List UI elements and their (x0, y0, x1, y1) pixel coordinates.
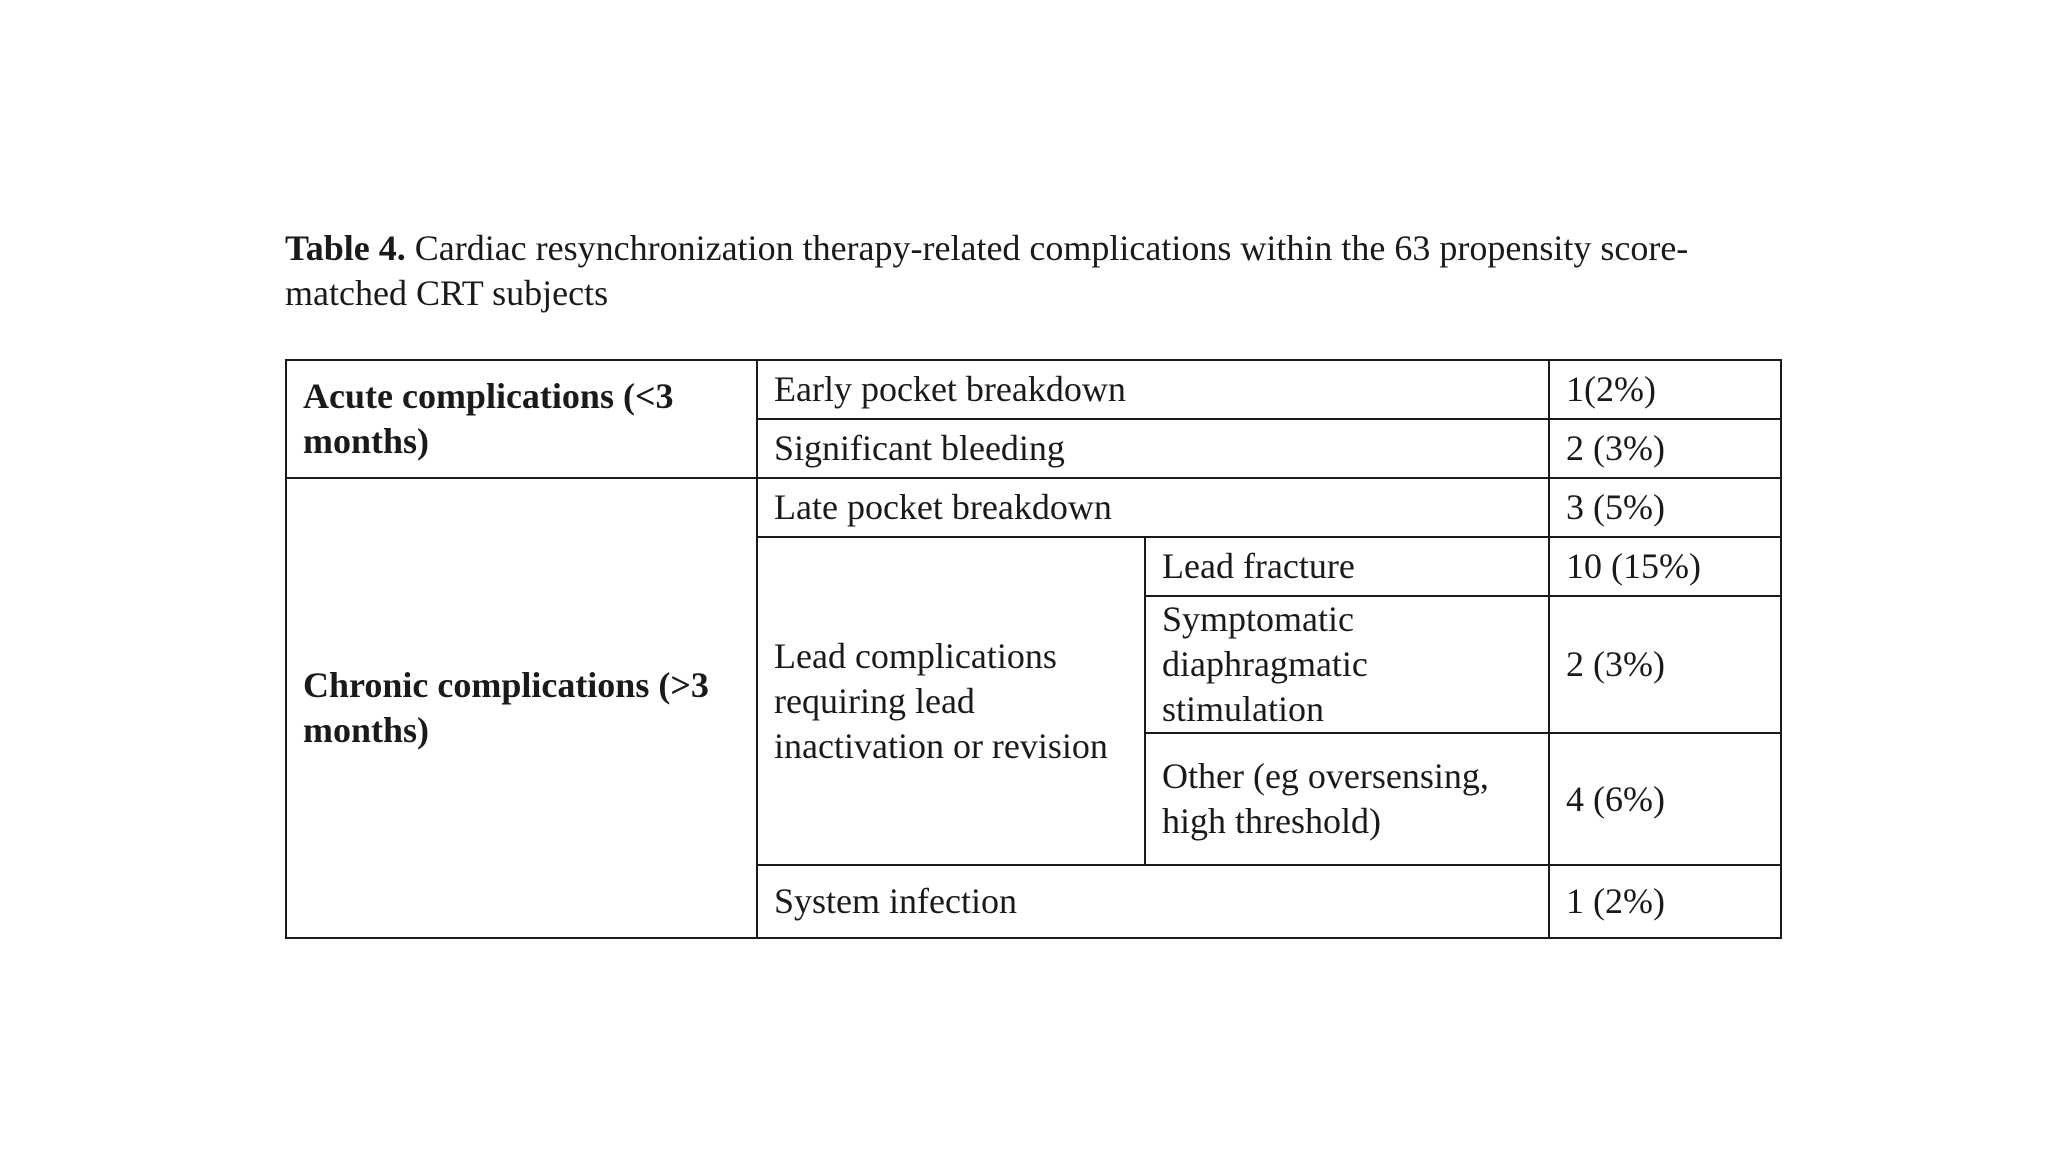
early-pocket-label: Early pocket breakdown (757, 360, 1549, 419)
complications-table (285, 359, 1782, 939)
table-caption-text: Cardiac resynchronization therapy-related complications within the 63 propensity score-matched CRT subjects (285, 228, 1689, 313)
table-row (286, 360, 1781, 419)
table-caption-label: Table 4. (285, 228, 406, 268)
acute-category-cell: Acute complications (<3 months) (286, 360, 757, 478)
infection-value: 1 (2%) (1549, 865, 1781, 938)
other-lead-value: 4 (6%) (1549, 733, 1781, 865)
bleeding-value: 2 (3%) (1549, 419, 1781, 478)
early-pocket-value: 1(2%) (1549, 360, 1781, 419)
lead-fracture-value: 10 (15%) (1549, 537, 1781, 596)
table-caption (285, 226, 1785, 316)
infection-label: System infection (757, 865, 1549, 938)
table-row (286, 478, 1781, 537)
late-pocket-label: Late pocket breakdown (757, 478, 1549, 537)
diaphragmatic-value: 2 (3%) (1549, 596, 1781, 733)
other-lead-label: Other (eg oversensing, high threshold) (1145, 733, 1549, 865)
lead-fracture-label: Lead fracture (1145, 537, 1549, 596)
chronic-category-cell: Chronic complications (>3 months) (286, 478, 757, 938)
bleeding-label: Significant bleeding (757, 419, 1549, 478)
diaphragmatic-label: Symptomatic diaphragmatic stimulation (1145, 596, 1549, 733)
late-pocket-value: 3 (5%) (1549, 478, 1781, 537)
lead-complications-cell: Lead complications requiring lead inactivation or revision (757, 537, 1145, 865)
